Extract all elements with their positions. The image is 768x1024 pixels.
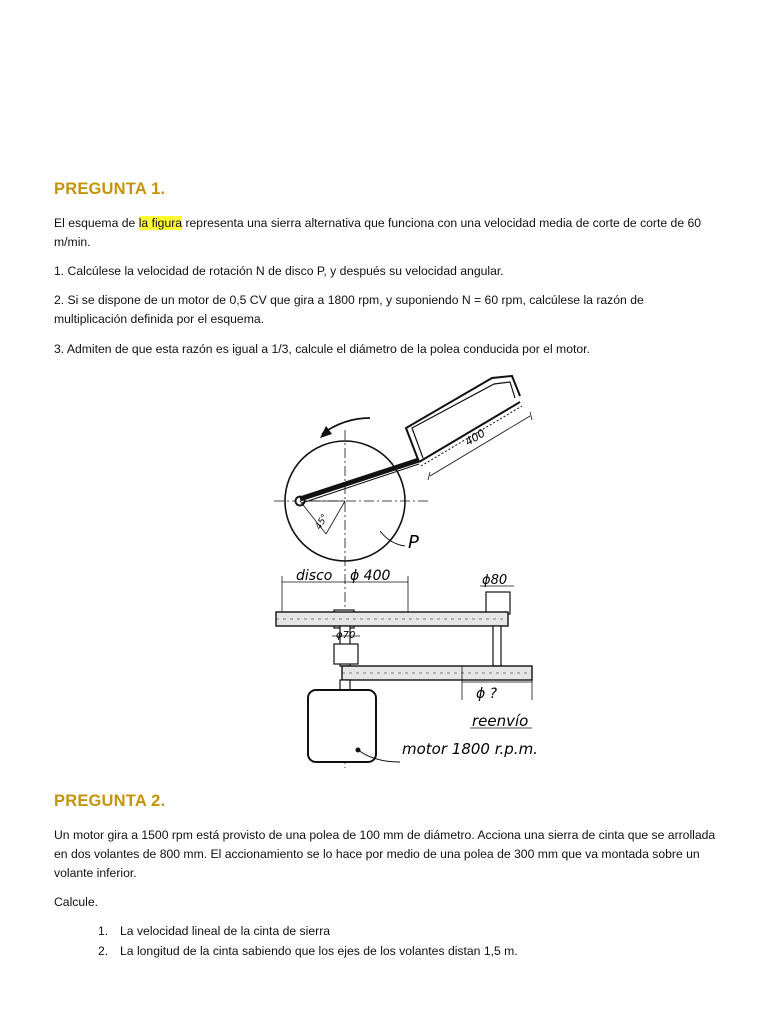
question-2-list (98, 921, 518, 961)
highlighted-figure-link: la figura (138, 216, 183, 230)
question-2-intro: Un motor gira a 1500 rpm está provisto de una polea de 100 mm de diámetro. Acciona una sierra de cinta que se arrollada en dos volantes de 800 mm. El accionamiento se lo hace por medio de una polea de 300 mm que va montada sobre un volante inferior. (54, 828, 716, 880)
disco-diameter-label: ϕ 400 (350, 568, 391, 584)
disco-label: disco (296, 568, 333, 584)
list-item-text: La velocidad lineal de la cinta de sierra (120, 924, 331, 938)
question-1-item-1: 1. Calcúlese la velocidad de rotación N de disco P, y después su velocidad angular. (54, 264, 504, 278)
intro-text-before: El esquema de (54, 216, 139, 230)
motor-label: motor 1800 r.p.m. (402, 740, 538, 758)
saw-length-label: 400 (462, 426, 488, 449)
question-1-item-3: 3. Admiten de que esta razón es igual a 1/3, calcule el diámetro de la polea conducida por el motor. (54, 342, 590, 356)
pulley-70-label: ϕ70 (336, 630, 356, 641)
pulley-80-label: ϕ80 (482, 573, 508, 588)
list-item-number: 2. (98, 944, 109, 958)
disk-p-label: P (408, 532, 419, 553)
intro-text-after: representa una sierra alternativa que funciona con una velocidad media de corte de corte de 60 m/min. (54, 216, 702, 249)
question-2-calcule: Calcule. (54, 895, 99, 909)
saw-mechanism-figure (262, 368, 554, 770)
pulley-unknown-label: ϕ ? (476, 686, 498, 702)
angle-label: 45° (313, 512, 331, 532)
question-1-item-2: 2. Si se dispone de un motor de 0,5 CV que gira a 1800 rpm, y suponiendo N = 60 rpm, calcúlese la razón de multiplicación definida por el esquema. (54, 293, 644, 326)
list-item-text: La longitud de la cinta sabiendo que los ejes de los volantes distan 1,5 m. (120, 944, 518, 958)
question-1-intro (54, 214, 716, 252)
list-item (98, 941, 518, 961)
list-item-number: 1. (98, 924, 109, 938)
figure-drawing (262, 368, 554, 770)
reenvio-label: reenvío (472, 712, 529, 730)
list-item (98, 921, 518, 941)
question-1-heading: PREGUNTA 1. (54, 180, 166, 198)
question-2-heading: PREGUNTA 2. (54, 792, 166, 810)
